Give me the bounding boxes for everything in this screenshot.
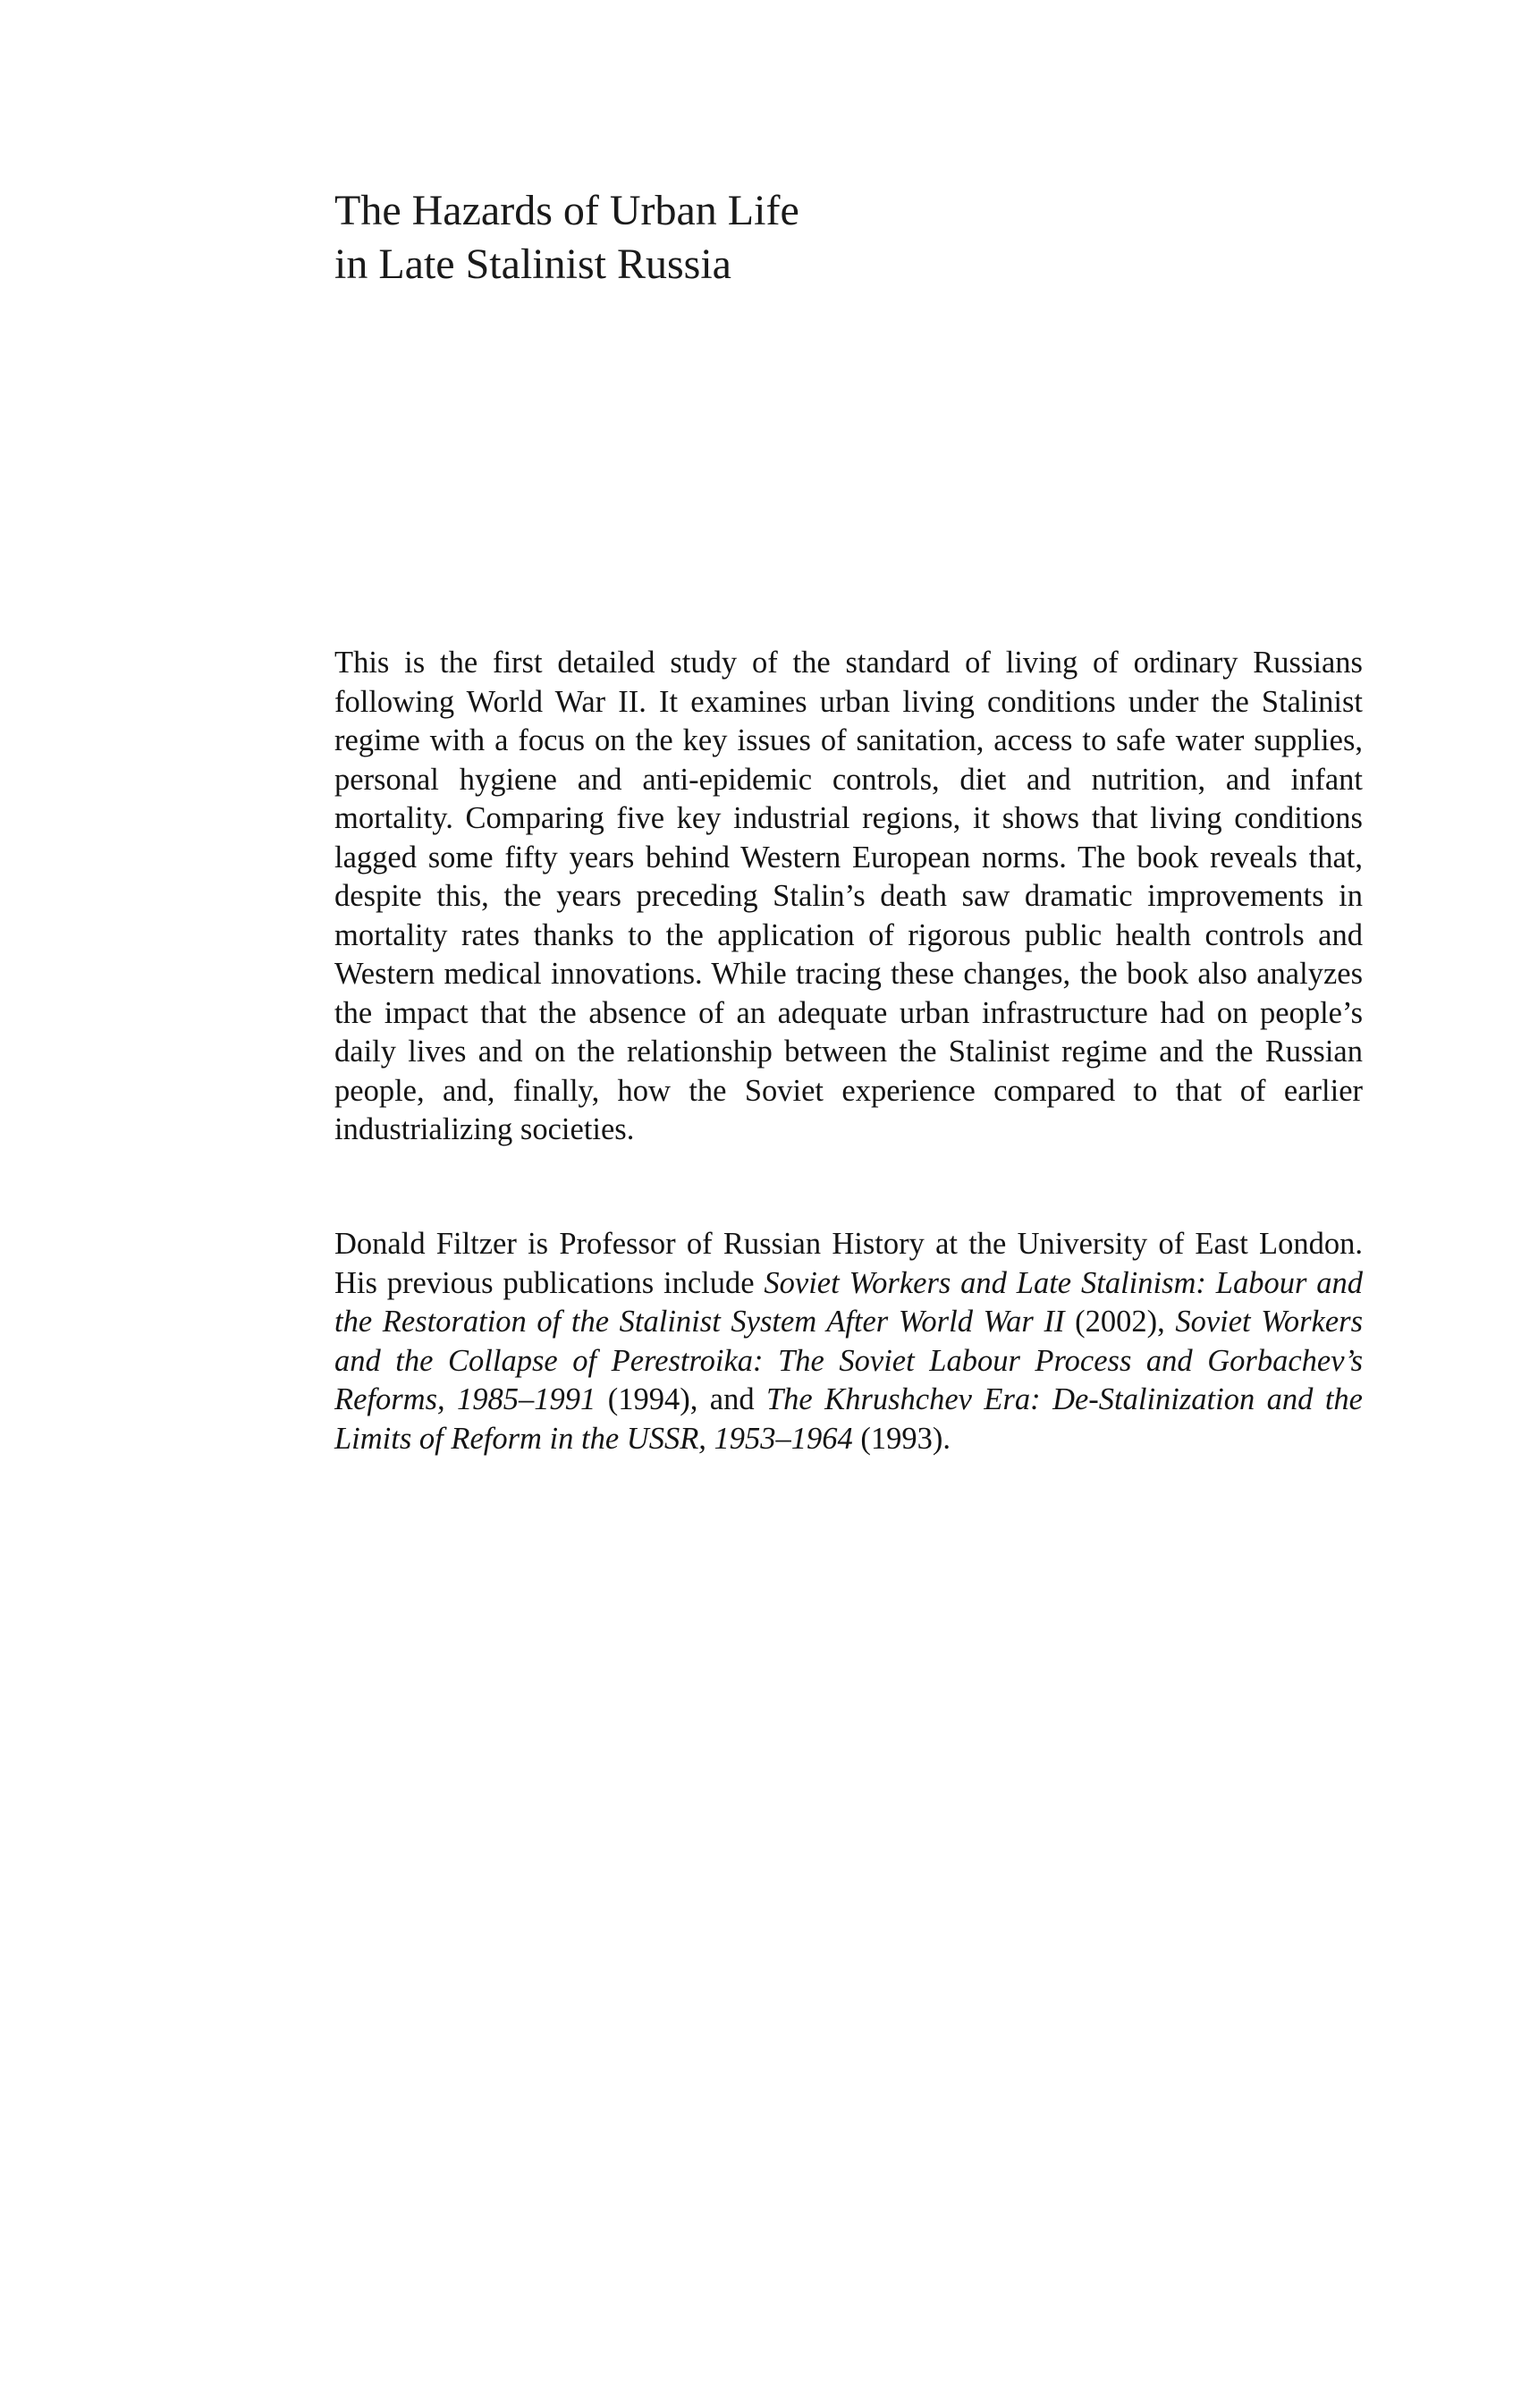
author-biography	[334, 1225, 1363, 1458]
book-title-soviet-workers-perestroika: Soviet Workers and the Collapse of Perestroika: The Soviet Labour Process and Gorbachev’s Reforms, 1985–1991	[334, 1305, 1364, 1416]
book-title-line-2: in Late Stalinist Russia	[334, 241, 731, 288]
bio-intro: Donald Filtzer is Professor of Russian History at the University of East London. His previous publications include	[334, 1227, 1363, 1300]
bio-year-2002: (2002),	[1064, 1305, 1176, 1339]
book-description: This is the first detailed study of the standard of living of ordinary Russians following World War II. It examines urban living conditions under the Stalinist regime with a focus on the key issues of sanitation, access to safe water supplies, personal hygiene and anti-epidemic controls, diet and nutrition, and infant mortality. Comparing five key industrial regions, it shows that living conditions lagged some fifty years behind Western European norms. The book reveals that, despite this, the years preceding Stalin’s death saw dramatic improvements in mortality rates thanks to the application of rigorous public health controls and Western medical innovations. While tracing these changes, the book also analyzes the impact that the absence of an adequate urban infrastructure had on people’s daily lives and on the relationship between the Stalinist regime and the Russian people, and, finally, how the Soviet experience compared to that of earlier industrializing societies.	[334, 646, 1363, 1146]
bio-year-1993: (1993).	[852, 1421, 951, 1456]
book-title-line-1: The Hazards of Urban Life	[334, 187, 799, 234]
book-title-soviet-workers-late-stalinism: Soviet Workers and Late Stalinism: Labour and the Restoration of the Stalinist System After World War II	[334, 1265, 1363, 1339]
book-title-khrushchev-era: The Khrushchev Era: De-Stalinization and the Limits of Reform in the USSR, 1953–1964	[334, 1382, 1363, 1456]
book-title	[334, 184, 1363, 291]
bio-year-1994: (1994), and	[596, 1382, 766, 1416]
